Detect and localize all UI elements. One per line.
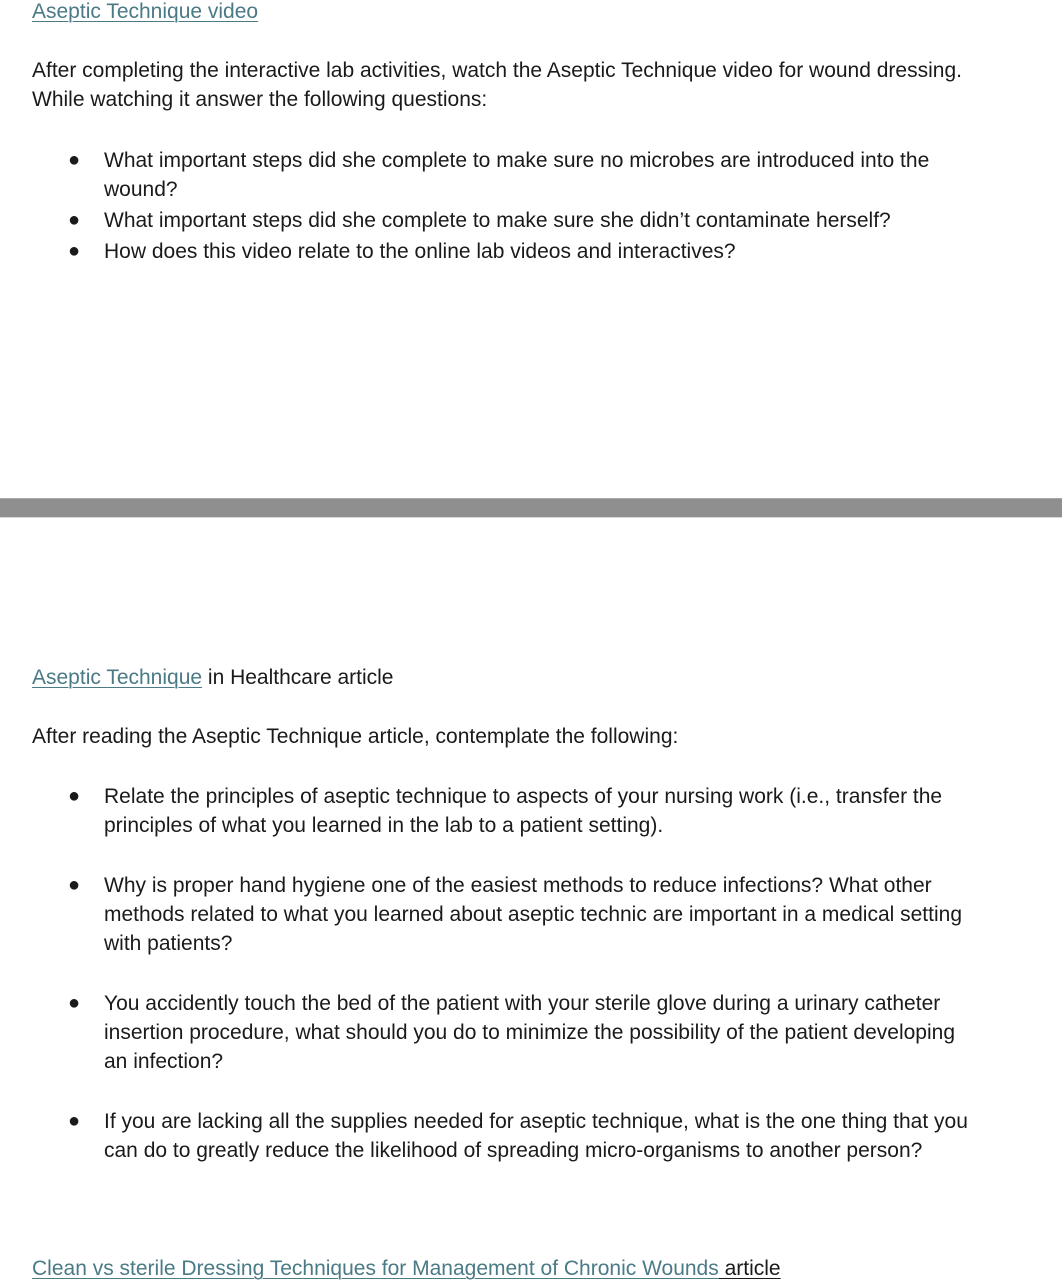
article-heading-suffix: in Healthcare article	[202, 666, 394, 689]
bullet-icon: ●	[68, 785, 81, 807]
bullet-icon: ●	[68, 209, 81, 231]
list-item	[0, 146, 974, 204]
bullet-icon: ●	[68, 874, 81, 896]
chronic-wounds-heading-suffix: article	[718, 1257, 781, 1280]
chronic-wounds-heading	[32, 1256, 781, 1282]
aseptic-technique-video-link[interactable]: Aseptic Technique video	[32, 0, 259, 23]
chronic-wounds-article-link[interactable]: Clean vs sterile Dressing Techniques for Management of Chronic Wounds	[32, 1257, 719, 1280]
article-heading	[32, 665, 393, 691]
video-intro-paragraph: After completing the interactive lab activities, watch the Aseptic Technique video for wound dressing. While watching it answer the following questions:	[32, 59, 962, 111]
question-text: If you are lacking all the supplies needed for aseptic technique, what is the one thing that you can do to greatly reduce the likelihood of spreading micro-organisms to another person?	[104, 1110, 968, 1162]
document-page-2	[0, 518, 1062, 1280]
aseptic-technique-article-link[interactable]: Aseptic Technique	[32, 666, 203, 689]
article-intro-paragraph: After reading the Aseptic Technique article, contemplate the following:	[32, 725, 679, 748]
question-text: Why is proper hand hygiene one of the easiest methods to reduce infections? What other methods related to what you learned about aseptic technic are important in a medical setting with patients?	[104, 874, 962, 955]
list-item	[0, 237, 974, 266]
video-questions-list	[0, 146, 1062, 266]
article-questions-list	[0, 782, 1062, 1165]
document-page-1	[0, 0, 1062, 498]
list-item	[0, 206, 974, 235]
question-text: Relate the principles of aseptic technique to aspects of your nursing work (i.e., transfer the principles of what you learned in the lab to a patient setting).	[104, 785, 943, 837]
list-item	[0, 989, 974, 1076]
question-text: How does this video relate to the online lab videos and interactives?	[104, 240, 736, 263]
question-text: You accidently touch the bed of the patient with your sterile glove during a urinary catheter insertion procedure, what should you do to minimize the possibility of the patient developing an infection?	[104, 992, 956, 1073]
bullet-icon: ●	[68, 1110, 81, 1132]
page-separator	[0, 498, 1062, 518]
bullet-icon: ●	[68, 240, 81, 262]
question-text: What important steps did she complete to make sure she didn’t contaminate herself?	[104, 209, 891, 232]
bullet-icon: ●	[68, 149, 81, 171]
list-item	[0, 871, 974, 958]
bullet-icon: ●	[68, 992, 81, 1014]
video-heading	[32, 0, 258, 25]
question-text: What important steps did she complete to make sure no microbes are introduced into the wound?	[104, 149, 930, 201]
list-item	[0, 782, 974, 840]
list-item	[0, 1107, 974, 1165]
